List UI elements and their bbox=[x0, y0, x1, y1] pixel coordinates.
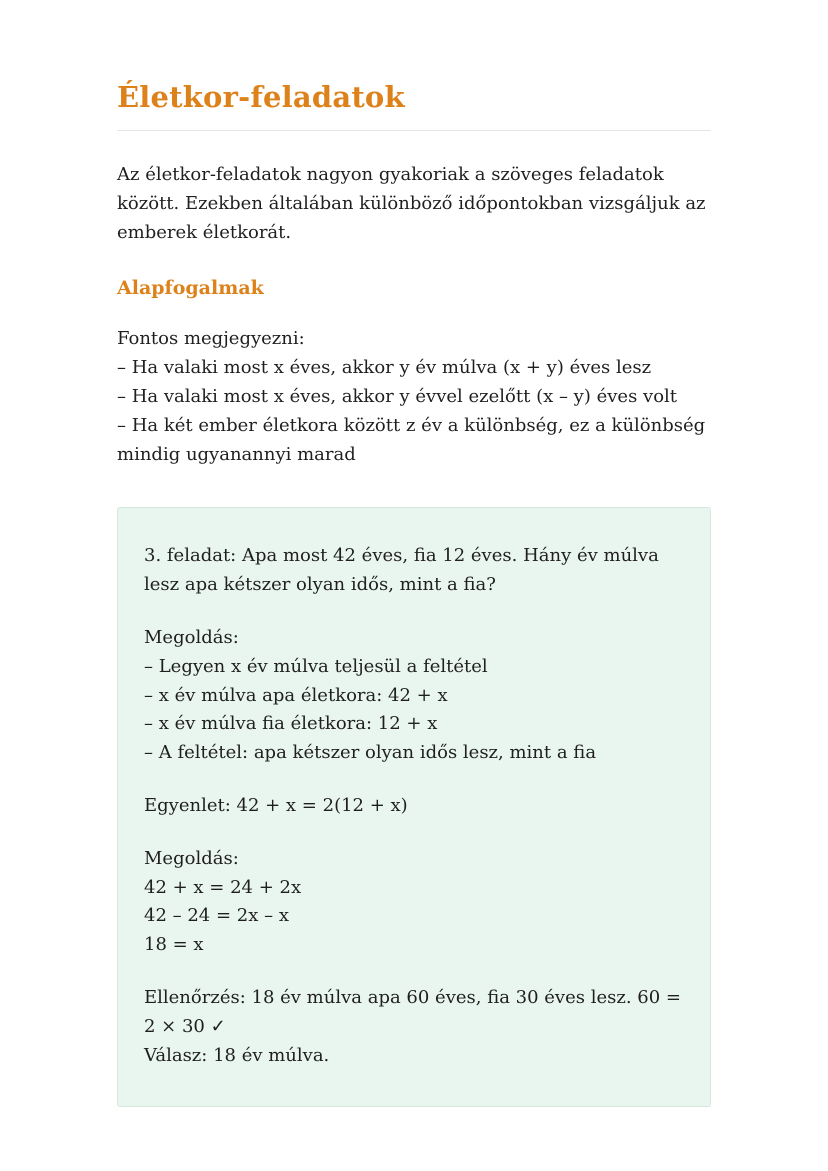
problem-statement: 3. feladat: Apa most 42 éves, fia 12 éves. Hány év múlva lesz apa kétszer olyan idős, mint a fia? bbox=[144, 545, 659, 596]
solve-label: Megoldás: bbox=[144, 847, 239, 869]
solution-setup-step: – x év múlva fia életkora: 12 + x bbox=[144, 713, 438, 735]
section-heading-alapfogalmak: Alapfogalmak bbox=[117, 277, 264, 300]
verification-block bbox=[144, 984, 684, 1070]
note-item: – Ha valaki most x éves, akkor y évvel ezelőtt (x – y) éves volt bbox=[117, 385, 678, 407]
solution-setup-step: – x év múlva apa életkora: 42 + x bbox=[144, 684, 448, 706]
answer-line: Válasz: 18 év múlva. bbox=[144, 1044, 330, 1066]
solution-setup-block bbox=[144, 624, 684, 768]
example-problem-box bbox=[117, 507, 711, 1107]
note-item: – Ha két ember életkora között z év a különbség, ez a különbség mindig ugyanannyi marad bbox=[117, 414, 706, 465]
title-divider bbox=[117, 130, 711, 131]
solve-step: 18 = x bbox=[144, 934, 204, 956]
check-line: Ellenőrzés: 18 év múlva apa 60 éves, fia 30 éves lesz. 60 = 2 × 30 ✓ bbox=[144, 986, 681, 1037]
notes-intro: Fontos megjegyezni: bbox=[117, 328, 305, 350]
equation-line: Egyenlet: 42 + x = 2(12 + x) bbox=[144, 794, 408, 816]
solve-step: 42 – 24 = 2x – x bbox=[144, 905, 289, 927]
solution-setup-label: Megoldás: bbox=[144, 626, 239, 648]
page-title: Életkor-feladatok bbox=[117, 80, 405, 114]
solve-block bbox=[144, 845, 684, 960]
notes-block bbox=[117, 325, 711, 469]
intro-paragraph: Az életkor-feladatok nagyon gyakoriak a szöveges feladatok között. Ezekben általában különböző időpontokban vizsgáljuk az emberek életkorát. bbox=[117, 164, 706, 243]
note-item: – Ha valaki most x éves, akkor y év múlva (x + y) éves lesz bbox=[117, 357, 652, 379]
solve-step: 42 + x = 24 + 2x bbox=[144, 876, 302, 898]
solution-setup-step: – Legyen x év múlva teljesül a feltétel bbox=[144, 655, 488, 677]
solution-setup-step: – A feltétel: apa kétszer olyan idős lesz, mint a fia bbox=[144, 742, 597, 764]
